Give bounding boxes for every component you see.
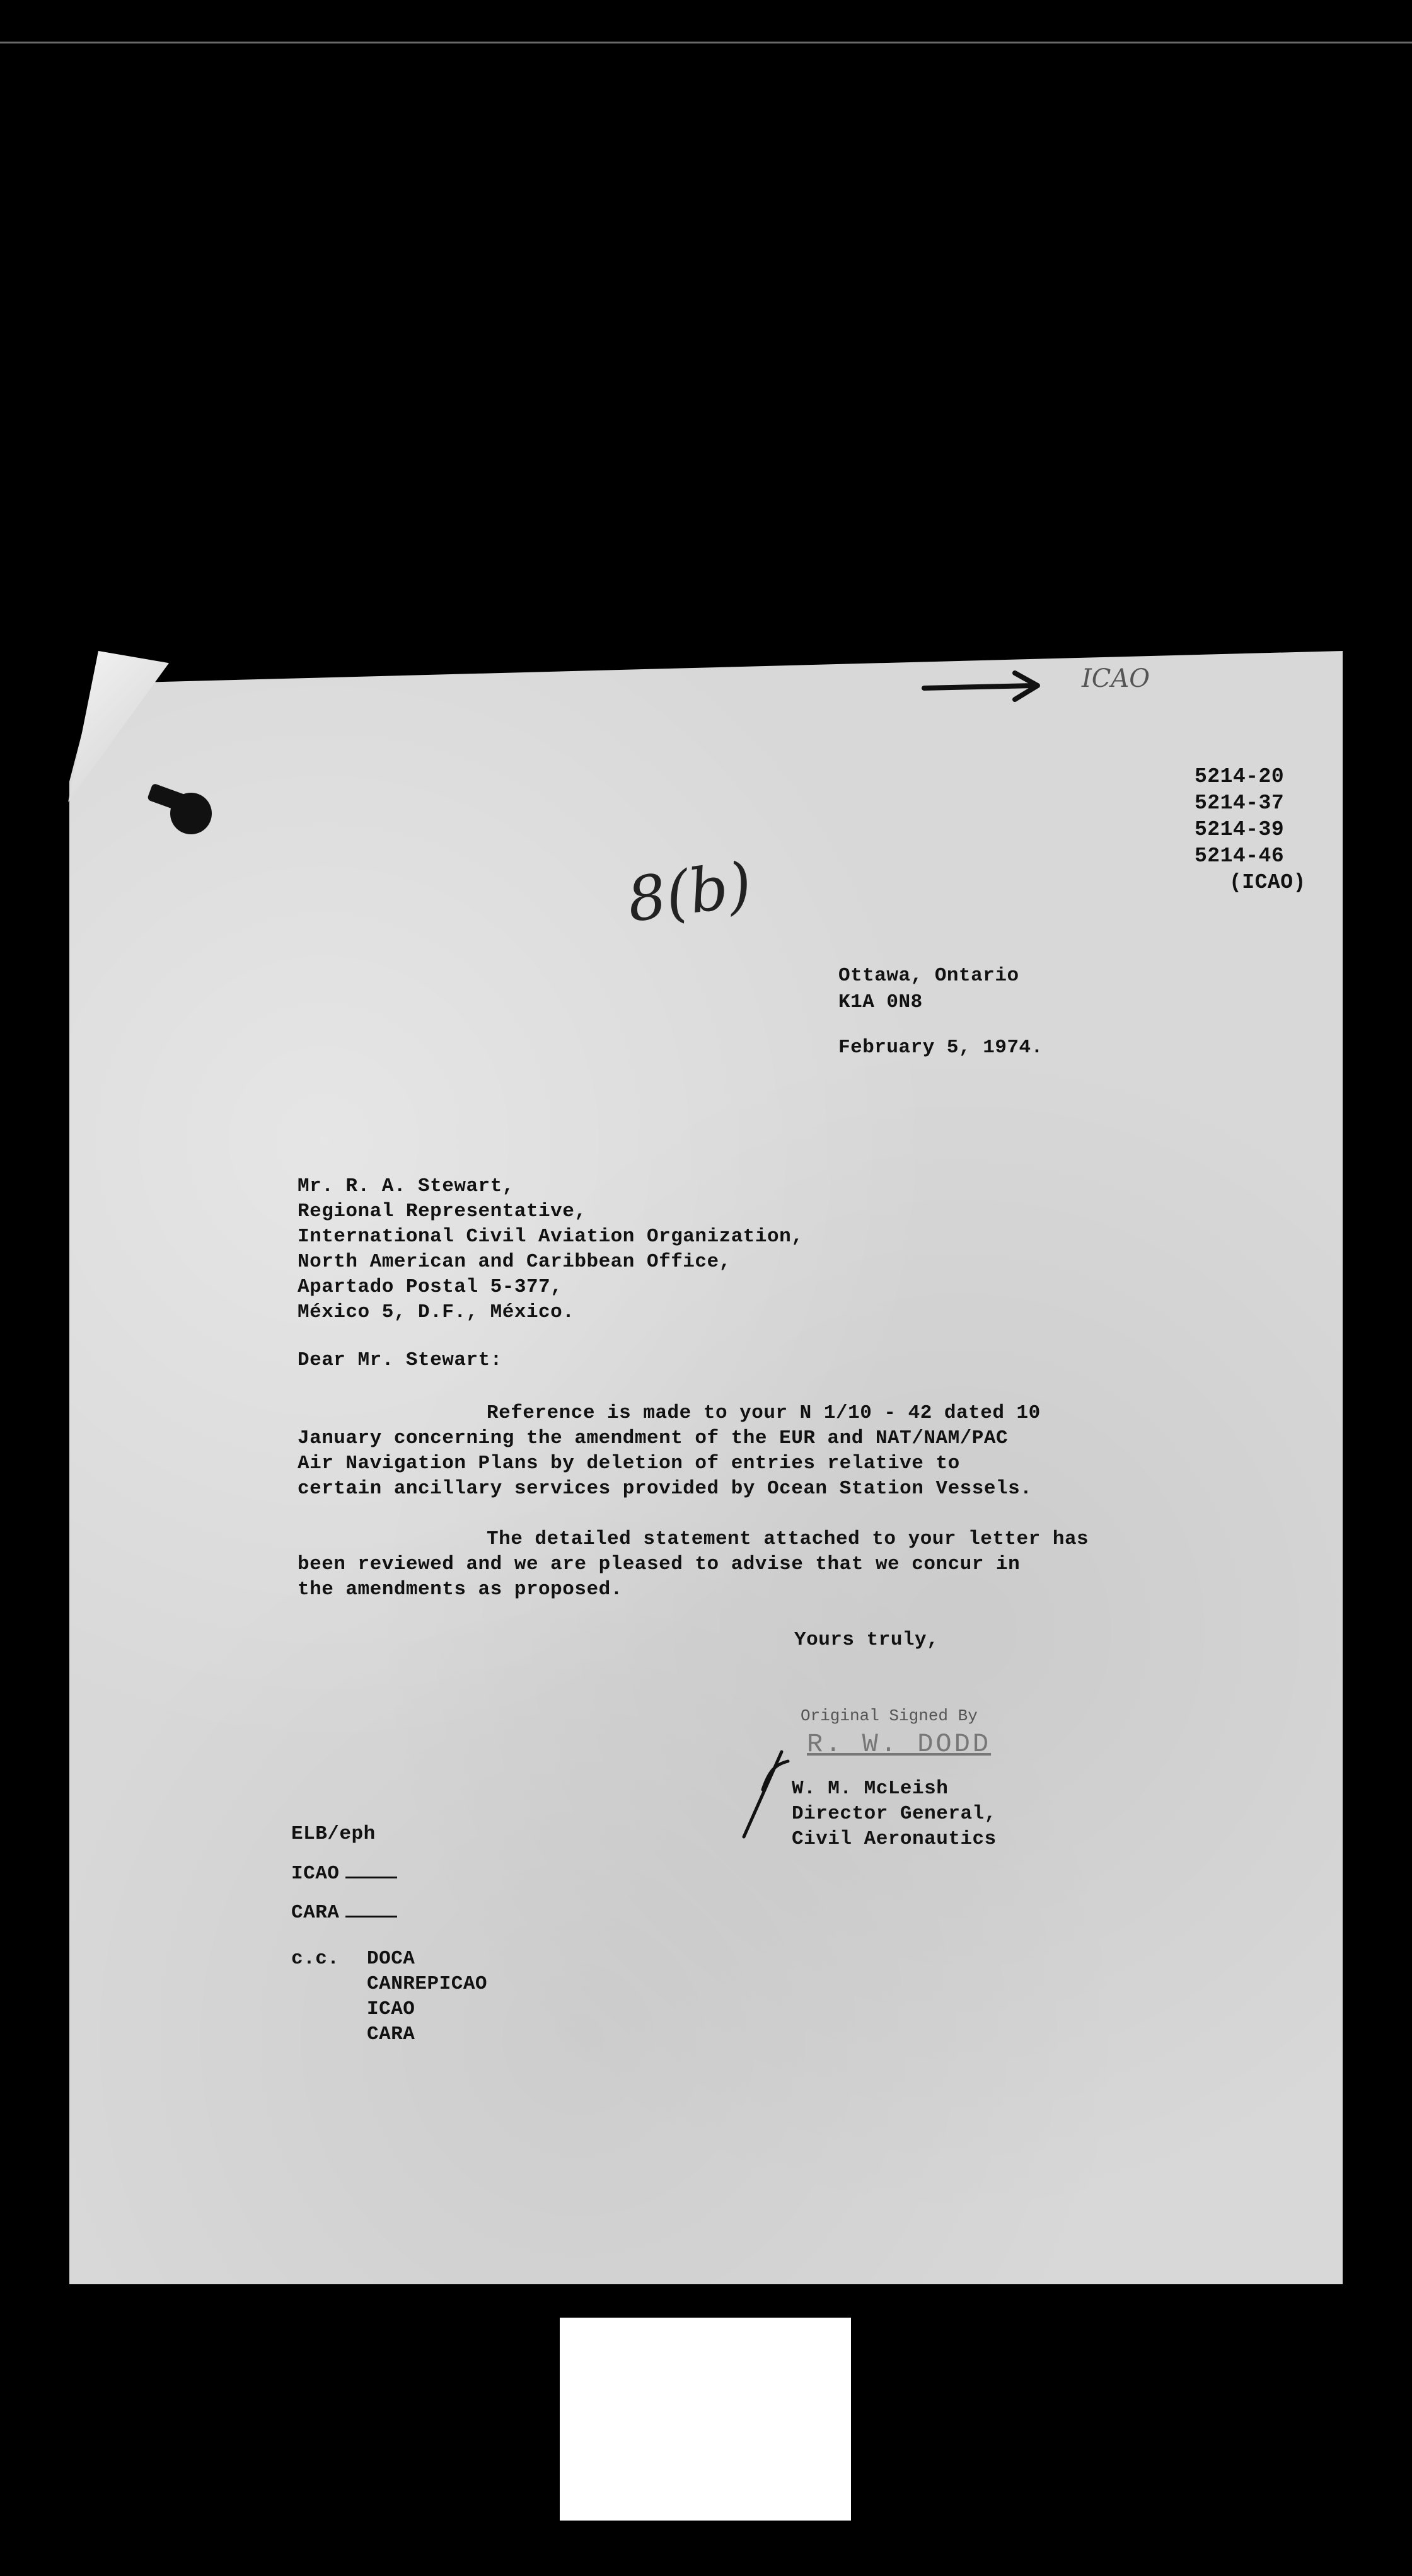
file-ref-2: 5214-37 <box>1195 791 1285 815</box>
file-ref-5: (ICAO) <box>1229 871 1306 894</box>
file-ref-3: 5214-39 <box>1195 818 1285 841</box>
routing-cara: CARA <box>291 1898 397 1926</box>
signatory-department: Civil Aeronautics <box>792 1828 997 1850</box>
signatory-name: W. M. McLeish <box>792 1778 949 1800</box>
routing-icao: ICAO <box>291 1859 397 1887</box>
signature-stamp: Original Signed By <box>801 1706 978 1725</box>
para2-line-2: been reviewed and we are pleased to advise that we concur in <box>298 1553 1021 1575</box>
blank-card <box>560 2318 851 2521</box>
recipient-line-1: Mr. R. A. Stewart, <box>298 1175 514 1197</box>
sender-city: Ottawa, Ontario <box>838 965 1019 987</box>
signature-name: R. W. DODD <box>807 1729 992 1759</box>
handwritten-note-top: ICAO <box>1082 664 1150 693</box>
film-frame-line <box>0 42 1412 43</box>
cc-item-1: DOCA <box>367 1948 415 1970</box>
punch-hole <box>170 793 212 834</box>
cc-label: c.c. <box>291 1948 340 1970</box>
para2-line-1: The detailed statement attached to your letter has <box>487 1528 1089 1550</box>
handwritten-mark: 8(b) <box>623 848 756 936</box>
recipient-line-5: Apartado Postal 5-377, <box>298 1276 563 1298</box>
recipient-line-6: México 5, D.F., México. <box>298 1301 575 1323</box>
signatory-title: Director General, <box>792 1803 997 1825</box>
para1-line-1: Reference is made to your N 1/10 - 42 dated 10 <box>487 1402 1041 1424</box>
signature-stroke-icon <box>738 1745 794 1840</box>
recipient-line-4: North American and Caribbean Office, <box>298 1251 731 1273</box>
cc-item-2: CANREPICAO <box>367 1973 488 1995</box>
para1-line-4: certain ancillary services provided by Ocean Station Vessels. <box>298 1478 1033 1500</box>
arrow-icon <box>920 667 1046 704</box>
file-ref-1: 5214-20 <box>1195 765 1285 788</box>
cc-item-4: CARA <box>367 2023 415 2045</box>
file-ref-4: 5214-46 <box>1195 844 1285 868</box>
recipient-line-2: Regional Representative, <box>298 1200 587 1222</box>
initials: ELB/eph <box>291 1823 376 1845</box>
salutation: Dear Mr. Stewart: <box>298 1349 502 1371</box>
para2-line-3: the amendments as proposed. <box>298 1578 623 1601</box>
para1-line-2: January concerning the amendment of the EUR and NAT/NAM/PAC <box>298 1427 1009 1449</box>
letter-date: February 5, 1974. <box>838 1037 1043 1059</box>
recipient-line-3: International Civil Aviation Organization, <box>298 1226 804 1248</box>
sender-postcode: K1A 0N8 <box>838 991 923 1013</box>
para1-line-3: Air Navigation Plans by deletion of entries relative to <box>298 1452 960 1475</box>
cc-item-3: ICAO <box>367 1998 415 2020</box>
closing: Yours truly, <box>794 1629 939 1651</box>
